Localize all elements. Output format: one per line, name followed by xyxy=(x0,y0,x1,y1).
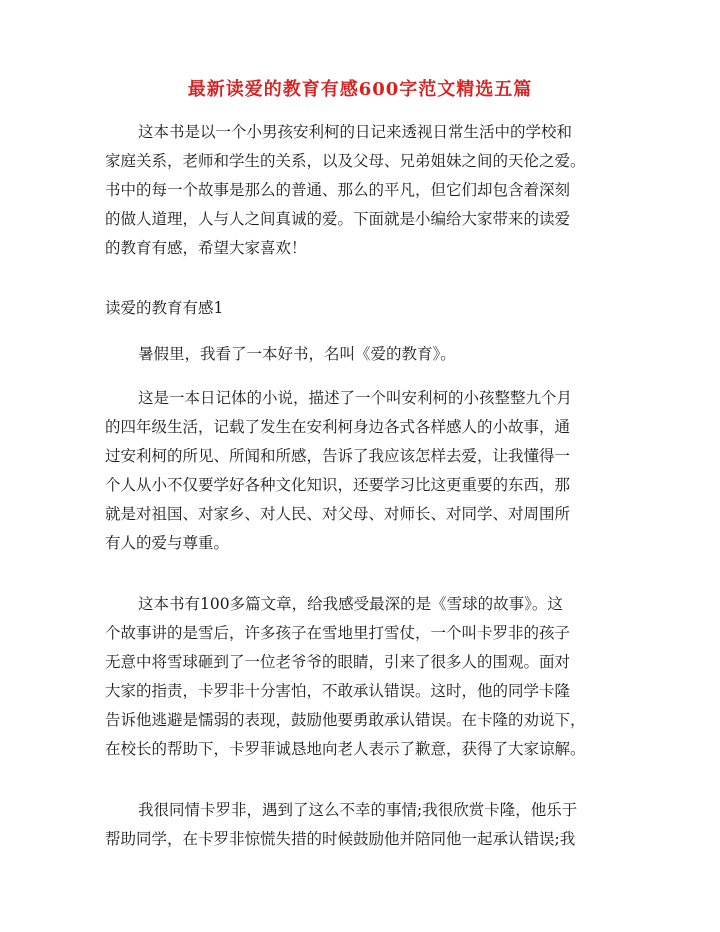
text-line: 的教育有感，希望大家喜欢！ xyxy=(105,239,307,257)
text-line: 个人从小不仅要学好各种文化知识，还要学习比这更重要的东西，那 xyxy=(105,476,571,494)
text-line: 帮助同学，在卡罗非惊慌失措的时候鼓励他并陪同他一起承认错误;我 xyxy=(105,830,576,848)
text-line: 这本书有100多篇文章，给我感受最深的是《雪球的故事》。这 xyxy=(138,595,563,613)
text-line: 这是一本日记体的小说，描述了一个叫安利柯的小孩整整九个月 xyxy=(138,389,573,407)
text-line: 大家的指责，卡罗非十分害怕，不敢承认错误。这时，他的同学卡隆 xyxy=(105,682,571,700)
text-line: 有人的爱与尊重。 xyxy=(105,534,230,552)
text-line: 过安利柯的所见、所闻和所感，告诉了我应该怎样去爱，让我懂得一 xyxy=(105,447,571,465)
section-heading: 读爱的教育有感1 xyxy=(105,299,224,317)
text-line: 无意中将雪球砸到了一位老爷爷的眼睛，引来了很多人的围观。面对 xyxy=(105,653,571,671)
intro-paragraph xyxy=(105,118,625,263)
text-line: 书中的每一个故事是那么的普通、那么的平凡，但它们却包含着深刻 xyxy=(105,181,571,199)
text-line: 的四年级生活，记载了发生在安利柯身边各式各样感人的小故事，通 xyxy=(105,418,571,436)
paragraph-4 xyxy=(105,796,625,854)
paragraph-1 xyxy=(105,340,625,369)
text-line: 在校长的帮助下，卡罗菲诚恳地向老人表示了歉意，获得了大家谅解。 xyxy=(105,740,586,758)
text-line: 就是对祖国、对家乡、对人民、对父母、对师长、对同学、对周围所 xyxy=(105,505,571,523)
text-line: 暑假里，我看了一本好书，名叫《爱的教育》。 xyxy=(138,345,456,363)
paragraph-3 xyxy=(105,590,625,764)
text-line: 告诉他逃避是懦弱的表现，鼓励他要勇敢承认错误。在卡隆的劝说下， xyxy=(105,711,586,729)
text-line: 这本书是以一个小男孩安利柯的日记来透视日常生活中的学校和 xyxy=(138,123,573,141)
text-line: 家庭关系，老师和学生的关系，以及父母、兄弟姐妹之间的天伦之爱。 xyxy=(105,152,586,170)
document-title: 最新读爱的教育有感600字范文精选五篇 xyxy=(187,79,533,100)
text-line: 的做人道理，人与人之间真诚的爱。下面就是小编给大家带来的读爱 xyxy=(105,210,571,228)
text-line: 我很同情卡罗非，遇到了这么不幸的事情;我很欣赏卡隆，他乐于 xyxy=(138,801,578,819)
text-line: 个故事讲的是雪后，许多孩子在雪地里打雪仗，一个叫卡罗非的孩子 xyxy=(105,624,571,642)
paragraph-2 xyxy=(105,384,625,558)
